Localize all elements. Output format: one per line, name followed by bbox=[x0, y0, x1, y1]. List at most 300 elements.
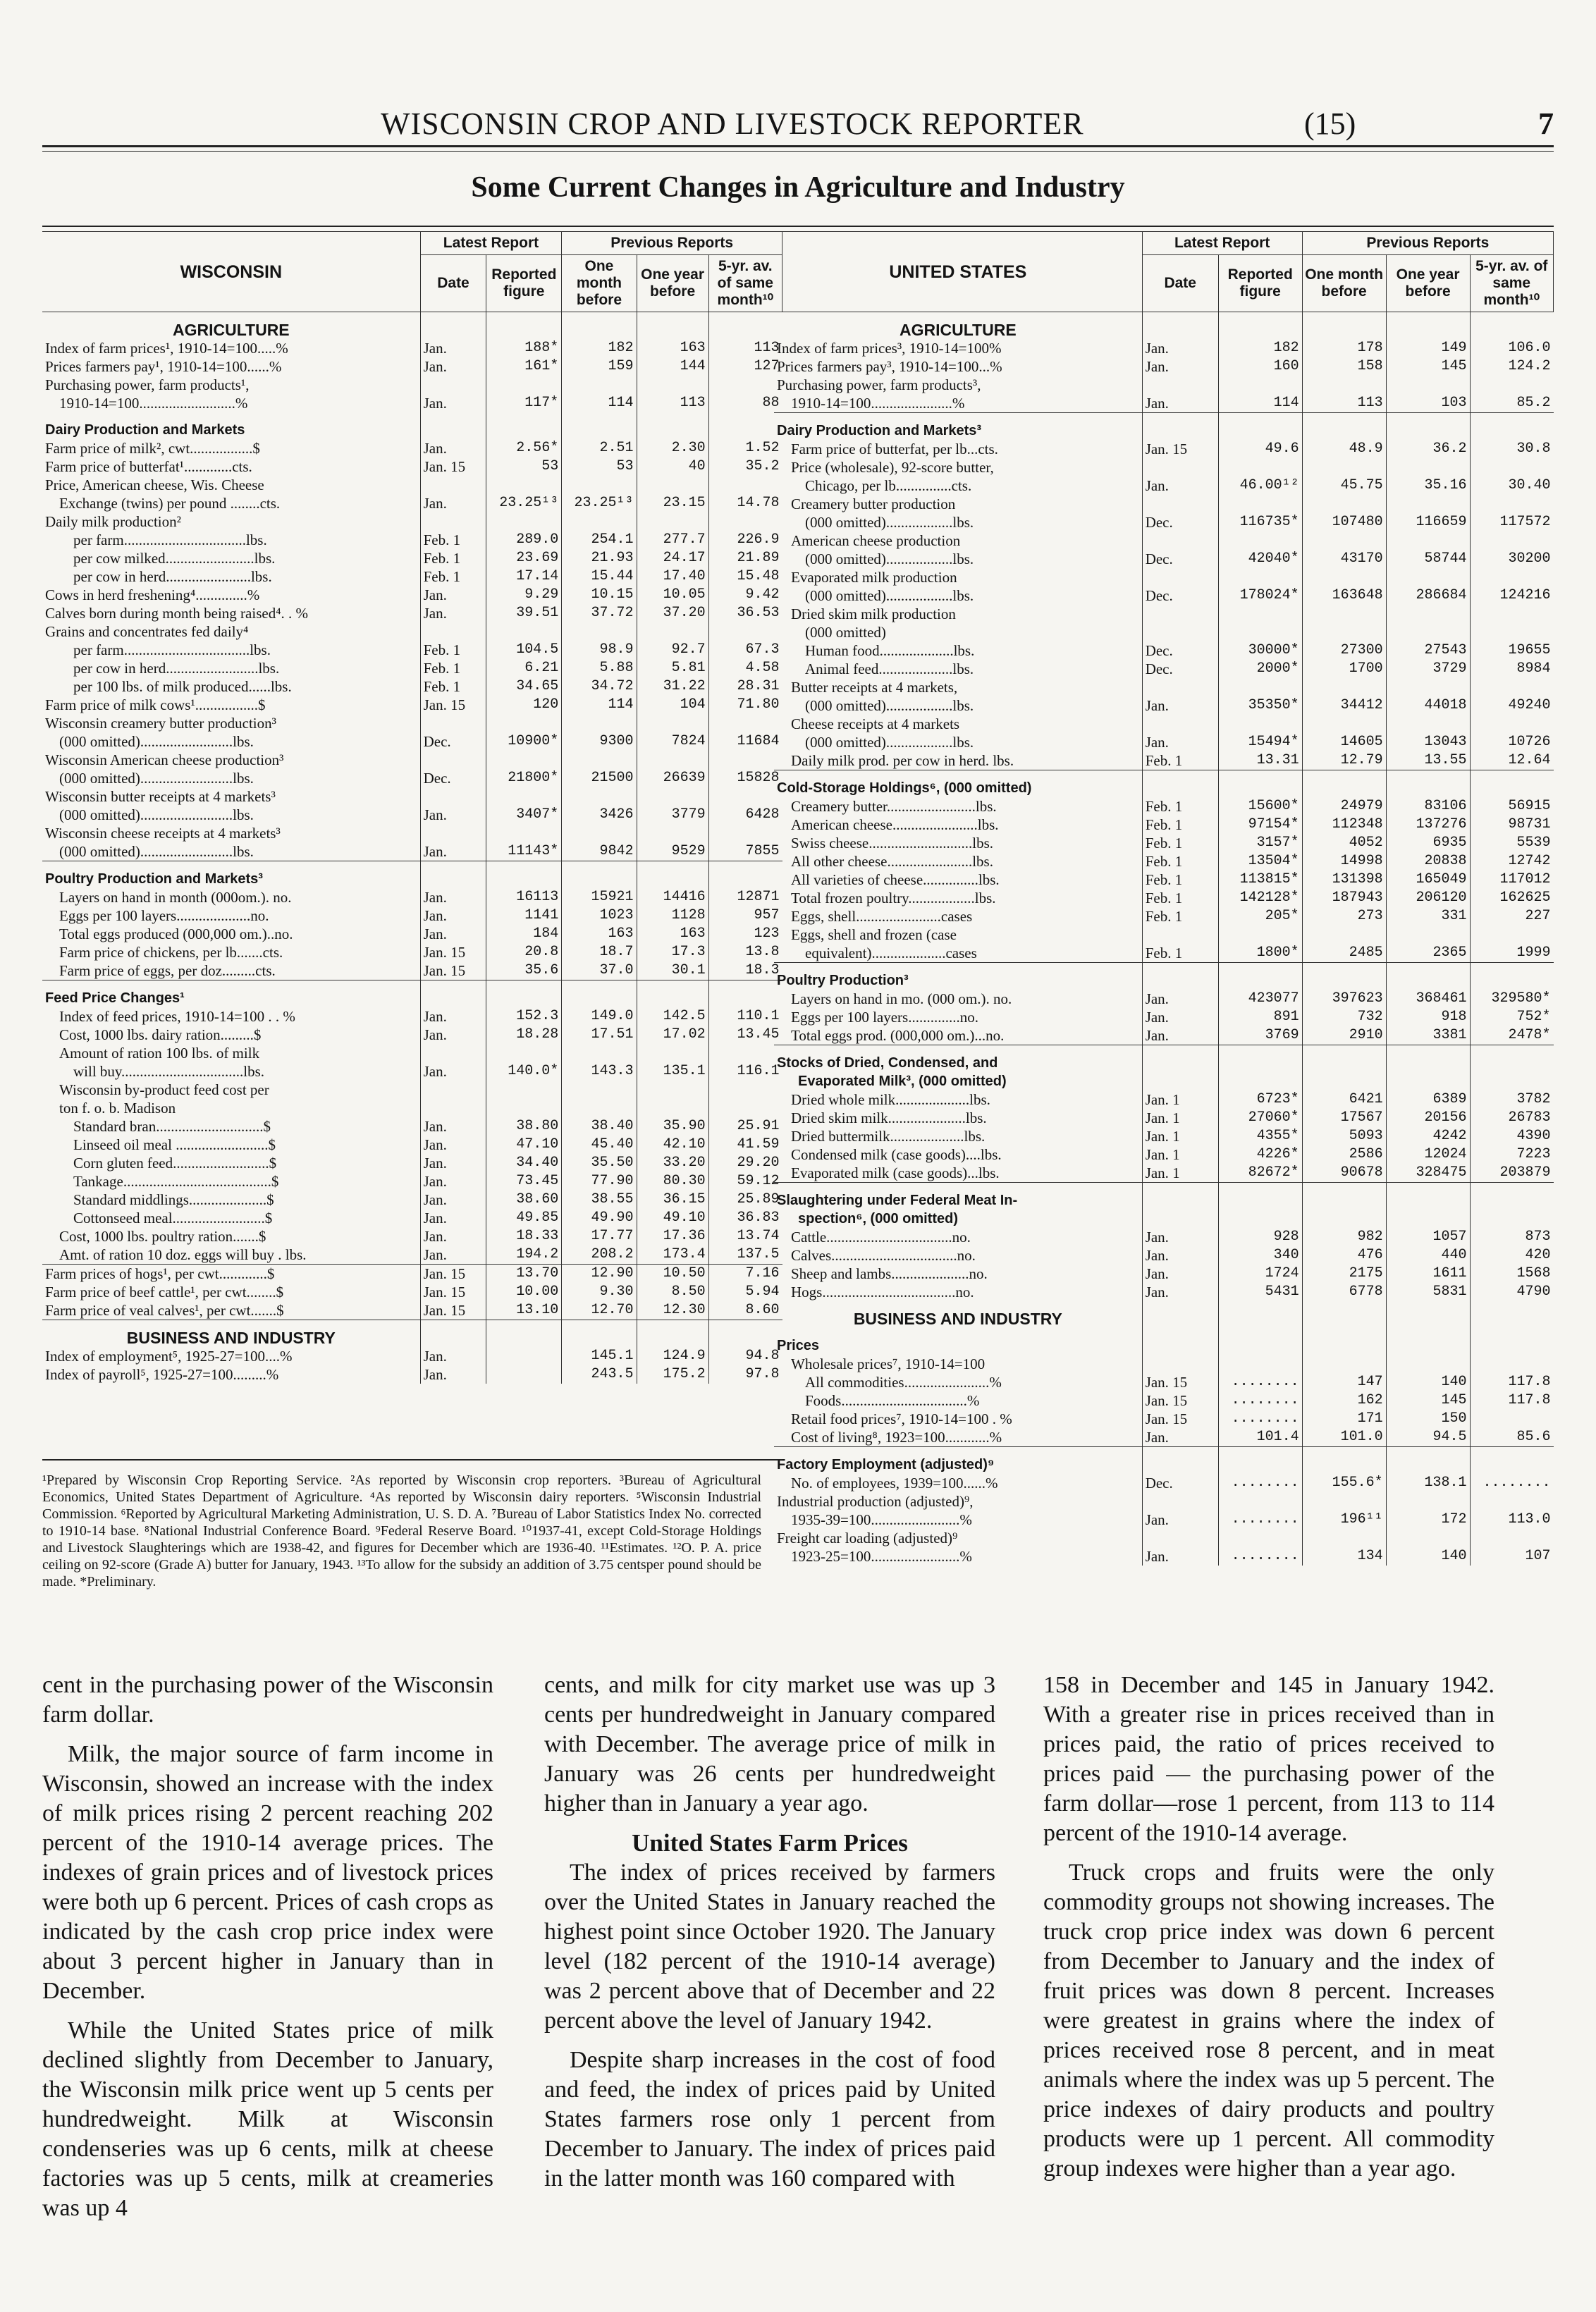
reported-figure: 16113 bbox=[486, 888, 562, 906]
table-row bbox=[42, 677, 782, 696]
row-label: Stocks of Dried, Condensed, and bbox=[774, 1045, 1142, 1073]
table-row bbox=[42, 906, 782, 925]
row-date: Jan. 1 bbox=[1142, 1164, 1218, 1183]
five-year-average: 9.42 bbox=[708, 586, 782, 604]
row-label: (000 omitted).........................lbs. bbox=[59, 806, 254, 823]
month-before: 3426 bbox=[562, 806, 637, 824]
previous-heading: Previous Reports bbox=[562, 232, 782, 255]
row-label: Cost of living⁸, 1923=100............% bbox=[791, 1429, 1002, 1446]
year-heading: One year before bbox=[1386, 255, 1470, 312]
year-before: 277.7 bbox=[637, 531, 708, 549]
previous-heading: Previous Reports bbox=[1302, 232, 1553, 255]
five-year-average: 127 bbox=[708, 357, 782, 376]
year-before: 23.15 bbox=[637, 494, 708, 512]
five-year-average: 88 bbox=[708, 394, 782, 412]
row-date: Feb. 1 bbox=[420, 531, 486, 549]
month-before: 107480 bbox=[1302, 513, 1386, 531]
five-year-average: 30200 bbox=[1470, 550, 1553, 568]
table-row bbox=[774, 1210, 1554, 1228]
table-row bbox=[42, 806, 782, 824]
row-label: Eggs, shell.......................cases bbox=[791, 908, 973, 925]
five-year-average bbox=[1470, 413, 1553, 441]
year-before bbox=[1386, 605, 1470, 623]
five-year-average bbox=[1470, 770, 1553, 798]
month-before bbox=[562, 312, 637, 340]
year-before bbox=[1386, 568, 1470, 586]
year-before: 368461 bbox=[1386, 990, 1470, 1008]
year-before: 36.15 bbox=[637, 1191, 708, 1209]
table-row bbox=[774, 1529, 1554, 1547]
row-label: Dried whole milk....................lbs. bbox=[791, 1091, 990, 1108]
table-row bbox=[774, 1026, 1554, 1045]
table-row bbox=[42, 312, 782, 340]
reported-figure bbox=[486, 751, 562, 769]
five-year-average: 4.58 bbox=[708, 659, 782, 677]
row-label: AGRICULTURE bbox=[172, 321, 290, 339]
year-before: 30.1 bbox=[637, 961, 708, 980]
table-row bbox=[42, 1283, 782, 1301]
five-year-average: 1568 bbox=[1470, 1265, 1553, 1283]
table-row bbox=[774, 641, 1554, 660]
row-date bbox=[1142, 1210, 1218, 1228]
five-year-average: 36.53 bbox=[708, 604, 782, 622]
month-before bbox=[1302, 678, 1386, 696]
reported-figure: 73.45 bbox=[486, 1172, 562, 1191]
row-label: Price, American cheese, Wis. Cheese bbox=[45, 476, 264, 493]
row-label: Standard middlings.....................$ bbox=[73, 1191, 274, 1208]
row-date bbox=[1142, 715, 1218, 733]
five-year-average bbox=[1470, 1045, 1553, 1073]
row-date: Jan. 15 bbox=[420, 457, 486, 476]
table-row bbox=[774, 550, 1554, 568]
table-row bbox=[42, 457, 782, 476]
reported-figure: ........ bbox=[1218, 1410, 1302, 1428]
five-year-average: 124.2 bbox=[1470, 357, 1553, 376]
year-before bbox=[1386, 413, 1470, 441]
row-label: Slaughtering under Federal Meat In- bbox=[774, 1183, 1142, 1210]
header-rule-thin bbox=[42, 151, 1554, 152]
row-label: All commodities.......................% bbox=[805, 1374, 1002, 1391]
month-before: 9.30 bbox=[562, 1283, 637, 1301]
row-label: Swiss cheese............................lbs. bbox=[791, 835, 993, 851]
row-date: Feb. 1 bbox=[420, 641, 486, 659]
reported-figure: 9.29 bbox=[486, 586, 562, 604]
five-year-average: 13.8 bbox=[708, 943, 782, 961]
month-before: 12.90 bbox=[562, 1265, 637, 1284]
table-row bbox=[774, 1301, 1554, 1328]
month-before bbox=[562, 751, 637, 769]
article-column-3 bbox=[1043, 1671, 1494, 2194]
month-before: 34.72 bbox=[562, 677, 637, 696]
row-date bbox=[420, 476, 486, 494]
year-before: 10.05 bbox=[637, 586, 708, 604]
reported-figure: 184 bbox=[486, 925, 562, 943]
year-before bbox=[1386, 1328, 1470, 1355]
table-row bbox=[774, 1072, 1554, 1090]
year-before: 44018 bbox=[1386, 696, 1470, 715]
row-date bbox=[420, 376, 486, 394]
year-before: 206120 bbox=[1386, 889, 1470, 907]
table-row bbox=[774, 1428, 1554, 1447]
five-year-average: 85.2 bbox=[1470, 394, 1553, 413]
table-row bbox=[42, 943, 782, 961]
month-before bbox=[1302, 1447, 1386, 1475]
year-before: 144 bbox=[637, 357, 708, 376]
row-date bbox=[1142, 770, 1218, 798]
reported-figure bbox=[486, 512, 562, 531]
table-row bbox=[774, 568, 1554, 586]
date-heading: Date bbox=[1142, 255, 1218, 312]
reported-figure: 140.0* bbox=[486, 1062, 562, 1081]
reported-figure bbox=[1218, 1210, 1302, 1228]
row-date: Dec. bbox=[1142, 586, 1218, 605]
reported-figure: 114 bbox=[1218, 394, 1302, 413]
five-year-average: 117572 bbox=[1470, 513, 1553, 531]
year-before: 286684 bbox=[1386, 586, 1470, 605]
five-year-average bbox=[708, 980, 782, 1008]
reported-figure: 21800* bbox=[486, 769, 562, 787]
month-before bbox=[1302, 312, 1386, 340]
reported-figure bbox=[1218, 1447, 1302, 1475]
year-before: 328475 bbox=[1386, 1164, 1470, 1183]
month-before: 143.3 bbox=[562, 1062, 637, 1081]
row-label: Index of payroll⁵, 1925-27=100.........% bbox=[45, 1366, 279, 1383]
five-year-average: ........ bbox=[1470, 1474, 1553, 1492]
five-year-average bbox=[1470, 1529, 1553, 1547]
reported-figure: 289.0 bbox=[486, 531, 562, 549]
five-year-average bbox=[1470, 963, 1553, 990]
row-label: Evaporated milk (case goods)...lbs. bbox=[791, 1164, 1000, 1181]
row-date: Jan. bbox=[1142, 1246, 1218, 1265]
five-year-average: 28.31 bbox=[708, 677, 782, 696]
table-row bbox=[42, 476, 782, 494]
reported-figure bbox=[1218, 963, 1302, 990]
month-before bbox=[1302, 1355, 1386, 1373]
month-before bbox=[562, 787, 637, 806]
row-label: Purchasing power, farm products³, bbox=[777, 376, 981, 393]
row-label: Farm price of veal calves¹, per cwt.......$ bbox=[45, 1302, 284, 1319]
table-row bbox=[42, 1099, 782, 1117]
row-date: Jan. bbox=[420, 842, 486, 861]
row-date bbox=[1142, 458, 1218, 476]
year-before bbox=[1386, 963, 1470, 990]
month-before: 149.0 bbox=[562, 1007, 637, 1026]
paragraph: The index of prices received by farmers over the United States in January reached the highest point since October 1920. The January level (182 percent of the 1910-14 average) was 2 percent above that of December and 22 percent above the level of January 1942. bbox=[544, 1859, 995, 2034]
five-year-average: 85.6 bbox=[1470, 1428, 1553, 1447]
row-date: Jan. 15 bbox=[420, 961, 486, 980]
row-date: Feb. 1 bbox=[420, 659, 486, 677]
row-date bbox=[420, 714, 486, 732]
row-date: Jan. bbox=[420, 1172, 486, 1191]
reported-figure: ........ bbox=[1218, 1547, 1302, 1566]
year-before bbox=[637, 751, 708, 769]
table-row bbox=[42, 1172, 782, 1191]
row-date: Jan. bbox=[1142, 696, 1218, 715]
row-label: Index of farm prices¹, 1910-14=100.....% bbox=[45, 340, 288, 357]
row-date: Jan. 15 bbox=[420, 1265, 486, 1284]
row-label: Dairy Production and Markets³ bbox=[774, 413, 1142, 441]
row-label: Prices farmers pay¹, 1910-14=100......% bbox=[45, 358, 282, 375]
row-label: (000 omitted).........................lbs. bbox=[59, 843, 254, 860]
row-date: Jan. 15 bbox=[1142, 1391, 1218, 1410]
row-date bbox=[1142, 678, 1218, 696]
row-date: Jan. bbox=[420, 586, 486, 604]
year-before: 1611 bbox=[1386, 1265, 1470, 1283]
row-label: (000 omitted) bbox=[805, 624, 886, 641]
reported-figure: ........ bbox=[1218, 1474, 1302, 1492]
table-row bbox=[774, 376, 1554, 394]
month-before: 145.1 bbox=[562, 1347, 637, 1365]
month-before bbox=[1302, 531, 1386, 550]
month-before bbox=[562, 714, 637, 732]
month-before: 112348 bbox=[1302, 816, 1386, 834]
month-before: 9842 bbox=[562, 842, 637, 861]
row-date: Jan. bbox=[420, 1136, 486, 1154]
reported-figure: 11143* bbox=[486, 842, 562, 861]
row-date: Jan. bbox=[420, 1026, 486, 1044]
year-before: 58744 bbox=[1386, 550, 1470, 568]
row-date bbox=[420, 980, 486, 1008]
table-row bbox=[42, 1246, 782, 1265]
table-row bbox=[774, 696, 1554, 715]
row-label: will buy.................................lbs. bbox=[73, 1063, 265, 1080]
five-year-average: 137.5 bbox=[708, 1246, 782, 1265]
table-row bbox=[774, 889, 1554, 907]
row-label: Farm prices of hogs¹, per cwt.............$ bbox=[42, 1265, 420, 1284]
month-before bbox=[562, 861, 637, 889]
row-date: Jan. bbox=[420, 1062, 486, 1081]
year-before: 175.2 bbox=[637, 1365, 708, 1384]
row-date: Jan. 15 bbox=[1142, 1373, 1218, 1391]
reported-figure: 53 bbox=[486, 457, 562, 476]
year-before: 135.1 bbox=[637, 1062, 708, 1081]
five-year-average: 5539 bbox=[1470, 834, 1553, 852]
month-before: 9300 bbox=[562, 732, 637, 751]
year-before: 20838 bbox=[1386, 852, 1470, 871]
reported-figure: 49.85 bbox=[486, 1209, 562, 1227]
row-label: Industrial production (adjusted)⁹, bbox=[777, 1493, 974, 1510]
row-label: Human food....................lbs. bbox=[805, 642, 975, 659]
month-before: 37.0 bbox=[562, 961, 637, 980]
reported-figure: 13.10 bbox=[486, 1301, 562, 1320]
section-heading: United States Farm Prices bbox=[632, 1829, 908, 1857]
row-label: (000 omitted)..................lbs. bbox=[805, 514, 974, 531]
month-before: 6778 bbox=[1302, 1283, 1386, 1301]
five-year-average bbox=[1470, 458, 1553, 476]
row-date bbox=[420, 412, 486, 439]
month-before: 17.77 bbox=[562, 1227, 637, 1246]
five-year-average: 123 bbox=[708, 925, 782, 943]
reported-figure: ........ bbox=[1218, 1391, 1302, 1410]
year-before bbox=[1386, 1301, 1470, 1328]
month-before: 21500 bbox=[562, 769, 637, 787]
five-year-average bbox=[1470, 1183, 1553, 1210]
five-year-average: 2478* bbox=[1470, 1026, 1553, 1045]
year-before: 104 bbox=[637, 696, 708, 714]
row-label: Wisconsin by-product feed cost per bbox=[59, 1081, 269, 1098]
table-row bbox=[774, 926, 1554, 944]
month-before: 397623 bbox=[1302, 990, 1386, 1008]
table-row bbox=[774, 476, 1554, 495]
row-label: Daily milk production² bbox=[45, 513, 181, 530]
row-label: Wisconsin cheese receipts at 4 markets³ bbox=[45, 825, 281, 842]
month-before: 1700 bbox=[1302, 660, 1386, 678]
five-year-average: 8984 bbox=[1470, 660, 1553, 678]
five-year-average: 49240 bbox=[1470, 696, 1553, 715]
row-date: Jan. bbox=[1142, 990, 1218, 1008]
five-year-average bbox=[708, 622, 782, 641]
month-before: 15.44 bbox=[562, 567, 637, 586]
month-before: 23.25¹³ bbox=[562, 494, 637, 512]
reported-figure: 20.8 bbox=[486, 943, 562, 961]
year-before: 37.20 bbox=[637, 604, 708, 622]
table-row bbox=[774, 852, 1554, 871]
five-year-average bbox=[708, 512, 782, 531]
table-row bbox=[42, 1007, 782, 1026]
row-date: Jan. bbox=[420, 925, 486, 943]
reported-figure: 101.4 bbox=[1218, 1428, 1302, 1447]
reported-figure: 340 bbox=[1218, 1246, 1302, 1265]
year-before: 24.17 bbox=[637, 549, 708, 567]
row-label: BUSINESS AND INDUSTRY bbox=[853, 1310, 1062, 1328]
reported-figure bbox=[1218, 770, 1302, 798]
article-column-2 bbox=[544, 1671, 995, 2203]
five-year-average: 329580* bbox=[1470, 990, 1553, 1008]
reported-figure: 34.65 bbox=[486, 677, 562, 696]
year-before: 3381 bbox=[1386, 1026, 1470, 1045]
table-row bbox=[42, 714, 782, 732]
five-year-average: 107 bbox=[1470, 1547, 1553, 1566]
year-before: 94.5 bbox=[1386, 1428, 1470, 1447]
month-before: 254.1 bbox=[562, 531, 637, 549]
year-before: 165049 bbox=[1386, 871, 1470, 889]
five-year-average: 30.40 bbox=[1470, 476, 1553, 495]
row-label: Farm price of chickens, per lb.......cts. bbox=[59, 944, 283, 961]
year-before bbox=[637, 622, 708, 641]
month-before: 10.15 bbox=[562, 586, 637, 604]
month-before: 171 bbox=[1302, 1410, 1386, 1428]
month-before: 53 bbox=[562, 457, 637, 476]
year-before: 13.55 bbox=[1386, 751, 1470, 770]
wisconsin-table-wrap bbox=[42, 231, 782, 1384]
month-before: 38.40 bbox=[562, 1117, 637, 1136]
row-date: Jan. bbox=[420, 906, 486, 925]
table-row bbox=[774, 1008, 1554, 1026]
row-date: Jan. 1 bbox=[1142, 1127, 1218, 1145]
year-before bbox=[637, 1320, 708, 1348]
row-label: (000 omitted)..................lbs. bbox=[805, 734, 974, 751]
row-label: Eggs, shell and frozen (case bbox=[791, 926, 957, 943]
row-label: Layers on hand in mo. (000 om.). no. bbox=[791, 990, 1012, 1007]
month-before: 158 bbox=[1302, 357, 1386, 376]
reported-figure bbox=[1218, 1045, 1302, 1073]
row-date: Jan. bbox=[420, 1117, 486, 1136]
row-date bbox=[1142, 312, 1218, 340]
month-before bbox=[1302, 963, 1386, 990]
five-year-average: 124216 bbox=[1470, 586, 1553, 605]
year-before: 6389 bbox=[1386, 1090, 1470, 1109]
month-before: 15921 bbox=[562, 888, 637, 906]
row-date: Feb. 1 bbox=[1142, 871, 1218, 889]
five-year-average: 10726 bbox=[1470, 733, 1553, 751]
table-row bbox=[774, 1183, 1554, 1210]
row-label: Standard bran.............................$ bbox=[73, 1118, 271, 1135]
table-row bbox=[774, 458, 1554, 476]
row-date: Dec. bbox=[420, 732, 486, 751]
reported-figure bbox=[486, 1320, 562, 1348]
year-before bbox=[637, 824, 708, 842]
month-before: 2175 bbox=[1302, 1265, 1386, 1283]
row-label: Daily milk prod. per cow in herd. lbs. bbox=[791, 752, 1014, 769]
year-before bbox=[1386, 770, 1470, 798]
month-before: 732 bbox=[1302, 1008, 1386, 1026]
row-label: Cold-Storage Holdings⁶, (000 omitted) bbox=[774, 770, 1142, 798]
paragraph: cent in the purchasing power of the Wisconsin farm dollar. bbox=[42, 1672, 493, 1728]
five-year-average: 3782 bbox=[1470, 1090, 1553, 1109]
month-before: 24979 bbox=[1302, 797, 1386, 816]
month-before: 182 bbox=[562, 339, 637, 357]
reported-figure bbox=[486, 622, 562, 641]
table-row bbox=[42, 586, 782, 604]
year-before bbox=[637, 980, 708, 1008]
row-label: Eggs per 100 layers....................no. bbox=[59, 907, 269, 924]
row-date bbox=[1142, 1492, 1218, 1511]
month-before: 5.88 bbox=[562, 659, 637, 677]
row-label: Creamery butter........................lbs. bbox=[791, 798, 997, 815]
row-date bbox=[1142, 1328, 1218, 1355]
five-year-average bbox=[1470, 568, 1553, 586]
row-date: Jan. 15 bbox=[1142, 440, 1218, 458]
month-before: 37.72 bbox=[562, 604, 637, 622]
row-label: (000 omitted)..................lbs. bbox=[805, 697, 974, 714]
table-row bbox=[774, 1045, 1554, 1073]
month-before bbox=[1302, 715, 1386, 733]
row-date bbox=[1142, 623, 1218, 641]
row-label: Amount of ration 100 lbs. of milk bbox=[59, 1045, 260, 1062]
reported-figure: 27060* bbox=[1218, 1109, 1302, 1127]
year-before: 6935 bbox=[1386, 834, 1470, 852]
year-before bbox=[637, 512, 708, 531]
row-label: Calves born during month being raised⁴. . % bbox=[45, 605, 309, 622]
month-before bbox=[562, 376, 637, 394]
five-year-average: 30.8 bbox=[1470, 440, 1553, 458]
row-label: Layers on hand in month (000om.). no. bbox=[59, 889, 292, 906]
table-row bbox=[774, 1228, 1554, 1246]
five-year-average: 25.89 bbox=[708, 1191, 782, 1209]
table-row bbox=[774, 944, 1554, 963]
row-date bbox=[1142, 1183, 1218, 1210]
reported-figure: 23.69 bbox=[486, 549, 562, 567]
row-date bbox=[420, 312, 486, 340]
row-date: Feb. 1 bbox=[1142, 816, 1218, 834]
reported-figure: 39.51 bbox=[486, 604, 562, 622]
table-row bbox=[42, 549, 782, 567]
paragraph: Milk, the major source of farm income in Wisconsin, showed an increase with the index of milk prices rising 2 percent reaching 202 percent of the 1910-14 average prices. The indexes of grain prices and of livestock prices were both up 6 percent. Prices of cash crops as indicated by the cash crop price index were about 3 percent higher in January than in December. bbox=[42, 1741, 493, 2004]
month-before: 243.5 bbox=[562, 1365, 637, 1384]
row-date: Feb. 1 bbox=[1142, 797, 1218, 816]
row-label: Farm price of butterfat, per lb...cts. bbox=[791, 441, 998, 457]
reported-figure bbox=[486, 787, 562, 806]
month-before: 113 bbox=[1302, 394, 1386, 413]
five-year-average bbox=[1470, 926, 1553, 944]
row-label: 1910-14=100......................% bbox=[791, 395, 965, 412]
month-before: 1023 bbox=[562, 906, 637, 925]
latest-heading: Latest Report bbox=[1142, 232, 1302, 255]
table-row bbox=[42, 1154, 782, 1172]
five-year-average: 117.8 bbox=[1470, 1373, 1553, 1391]
table-row bbox=[42, 888, 782, 906]
row-date: Jan. bbox=[420, 1246, 486, 1265]
